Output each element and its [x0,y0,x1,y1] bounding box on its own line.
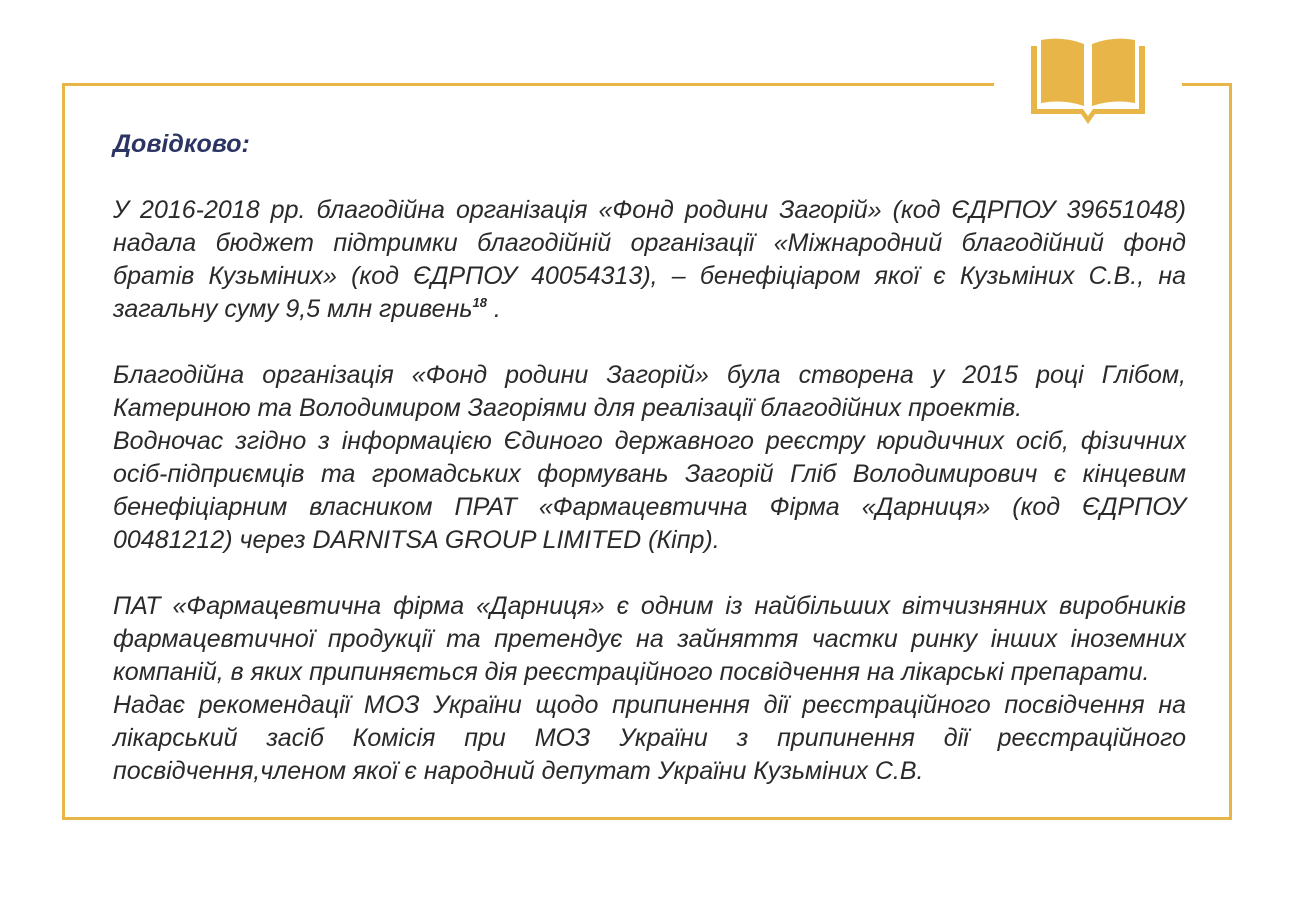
paragraph-commission: Надає рекомендації МОЗ України щодо припинення дії реєстраційного посвідчення на лікарський засіб Комісія при МОЗ України з припинення дії реєстраційного посвідчення,членом якої є народний депутат України Кузьміних С.В. [113,691,1186,785]
reference-heading: Довідково: [113,130,250,158]
footnote-marker[interactable]: 18 [472,295,487,310]
open-book-icon [1027,36,1149,128]
reference-content [113,128,1186,788]
paragraph-foundation: Благодійна організація «Фонд родини Загорій» була створена у 2015 році Глібом, Катериною та Володимиром Загоріями для реалізації благодійних проектів. [113,361,1186,422]
paragraph-funding [113,194,1186,326]
paragraph-funding-end: . [486,295,501,323]
paragraph-funding-text: У 2016-2018 рр. благодійна організація «Фонд родини Загорій» (код ЄДРПОУ 39651048) надала бюджет підтримки благодійній організації «Міжнародний благодійний фонд братів Кузьміних» (код ЄДРПОУ 40054313), – бенефіціаром якої є Кузьміних С.В., на загальну суму 9,5 млн гривень [113,196,1186,323]
paragraph-registry: Водночас згідно з інформацією Єдиного державного реєстру юридичних осіб, фізичних осіб-підприємців та громадських формувань Загорій Гліб Володимирович є кінцевим бенефіціарним власником ПРАТ «Фармацевтична Фірма «Дарниця» (код ЄДРПОУ 00481212) через DARNITSA GROUP LIMITED (Кіпр). [113,427,1186,554]
paragraph-darnitsa: ПАТ «Фармацевтична фірма «Дарниця» є одним із найбільших вітчизняних виробників фармацевтичної продукції та претендує на зайняття частки ринку інших іноземних компаній, в яких припиняється дія реєстраційного посвідчення на лікарські препарати. [113,592,1186,686]
